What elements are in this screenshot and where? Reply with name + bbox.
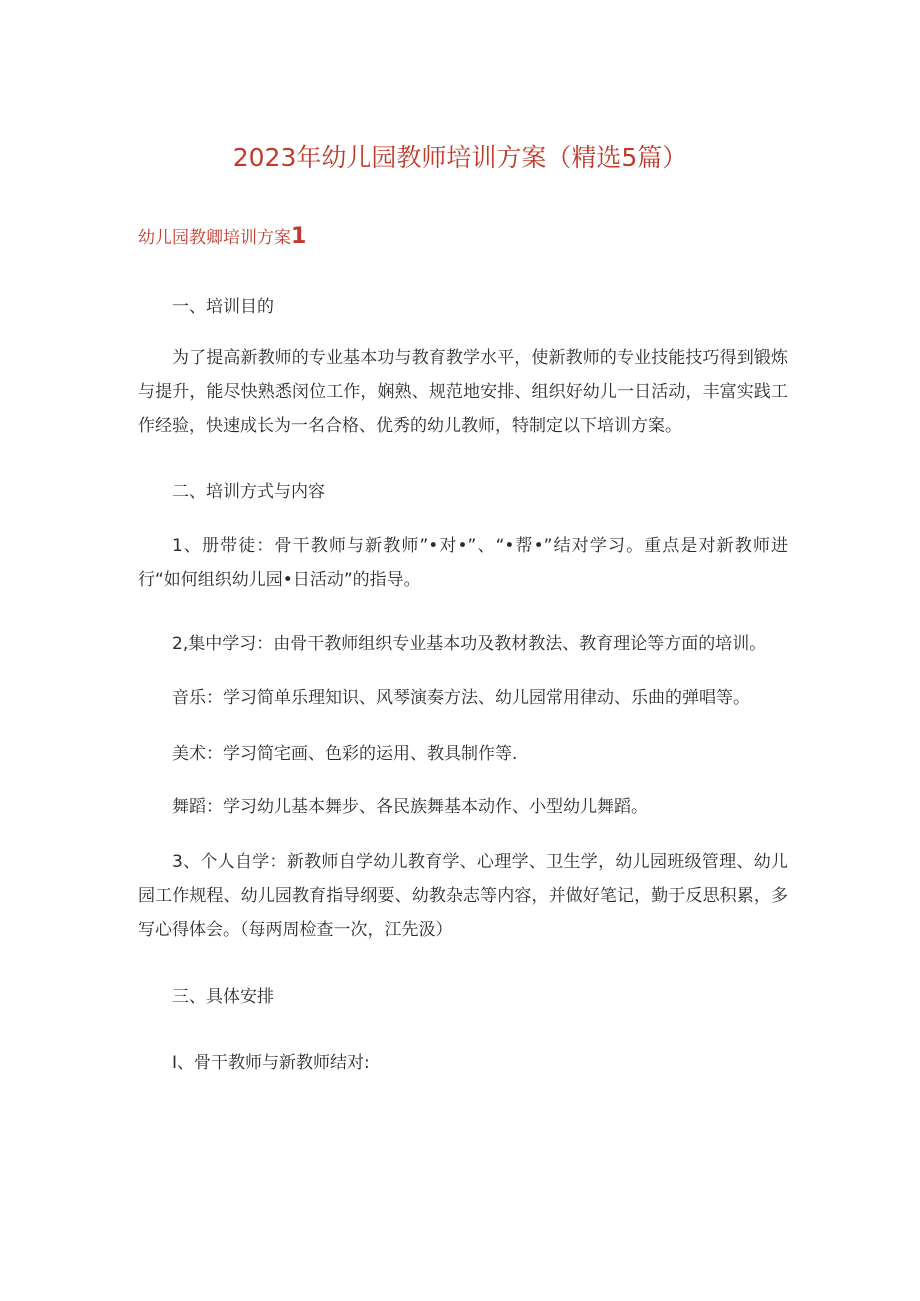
section-heading-number: 1 — [291, 224, 307, 249]
paragraph-self-study: 3、个人自学：新教师自学幼儿教育学、心理学、卫生学，幼儿园班级管理、幼儿园工作规程、幼儿园教育指导纲要、幼教杂志等内容，并做好笔记，勤于反思积累，多写心得体会。（每两周检查一次，江先汲） — [138, 852, 788, 940]
heading-training-goal: 一、培训目的 — [172, 297, 274, 317]
paragraph-group-study: 2,集中学习：由骨干教师组织专业基本功及教材教法、教育理论等方面的培训。 — [172, 634, 767, 654]
paragraph-pairing: I、骨干教师与新教师结对: — [172, 1053, 370, 1073]
paragraph-music: 音乐：学习简单乐理知识、风琴演奏方法、幼儿园常用律动、乐曲的弹唱等。 — [172, 688, 750, 708]
paragraph-art: 美术：学习简宅画、色彩的运用、教具制作等. — [172, 744, 518, 764]
paragraph-mentoring: 1、册带徒：骨干教师与新教师”•对•”、“•帮•”结对学习。重点是对新教师进行“如何组织幼儿园•日活动”的指导。 — [138, 536, 788, 590]
paragraph-training-goal: 为了提高新教师的专业基本功与教育教学水平，使新教师的专业技能技巧得到锻炼与提升，能尽快熟悉闵位工作，娴熟、规范地安排、组织好幼儿一日活动，丰富实践工作经验，快速成长为一名合格、优秀的幼儿教师，特制定以下培训方案。 — [138, 348, 788, 436]
document-title: 2023年幼儿园教师培训方案（精选5篇） — [232, 143, 688, 172]
heading-schedule: 三、具体安排 — [172, 987, 274, 1007]
section-heading-text: 幼儿园教卿培训方案 — [138, 228, 291, 248]
section-heading — [138, 223, 306, 249]
heading-training-method: 二、培训方式与内容 — [172, 482, 325, 502]
paragraph-dance: 舞蹈：学习幼儿基本舞步、各民族舞基本动作、小型幼儿舞蹈。 — [172, 797, 648, 817]
